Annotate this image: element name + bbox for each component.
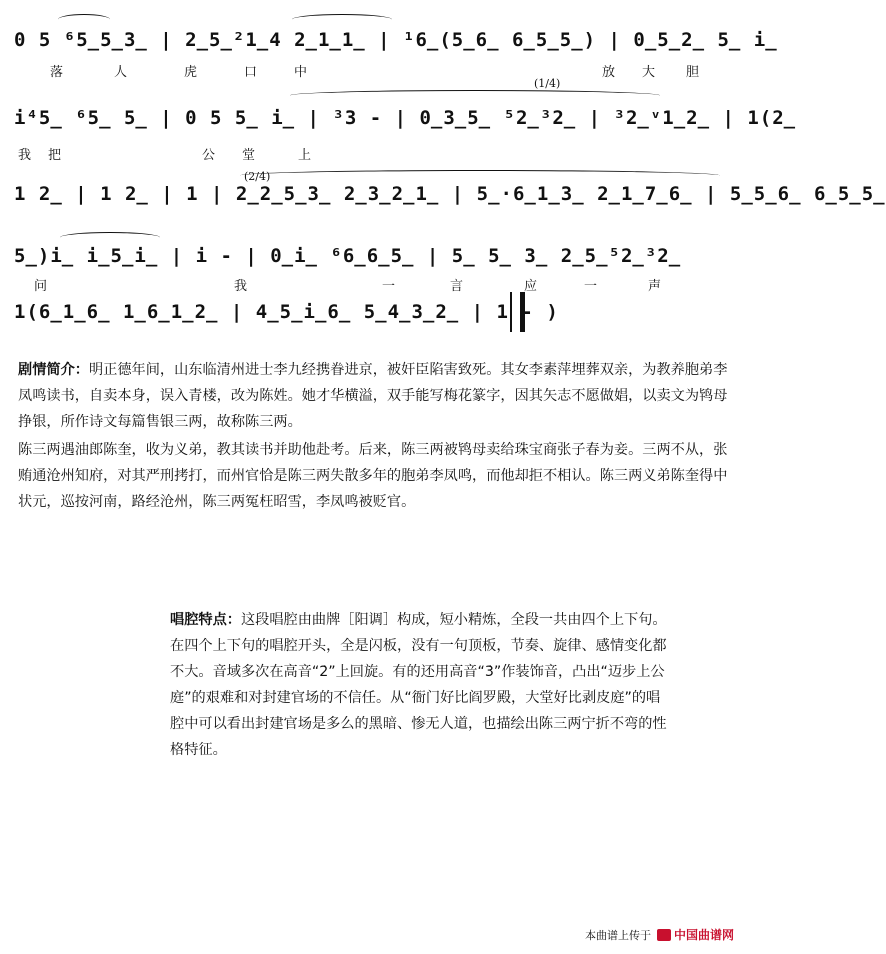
lyric: 一 (584, 279, 598, 294)
slur (290, 90, 660, 101)
lyrics-row-1 (14, 62, 736, 84)
score-row-5 (14, 292, 736, 332)
upload-text: 本曲谱上传于 (584, 928, 651, 942)
lyrics-row-2 (14, 145, 736, 167)
slur (60, 232, 160, 243)
jianpu-score (0, 0, 886, 330)
lyric: 人 (114, 65, 128, 80)
score-row-notes: i⁴5̲ ⁶5̲ 5̲ | 0 5 5̲ i̲ | ³3 - | 0̲3̲5̲ ⁵2̲³2̲ | ³2̲ᵛ1̲2̲ | 1(2̲ (14, 107, 797, 129)
synopsis-para-1 (18, 357, 730, 435)
lyric: 把 (48, 148, 62, 163)
score-row-1 (14, 20, 778, 60)
slur (292, 14, 392, 25)
lyric: 上 (298, 148, 312, 163)
synopsis-text-1: 明正德年间，山东临清州进士李九经携眷进京，被奸臣陷害致死。其女李素萍埋葬双亲，为教养胞弟李凤鸣读书，自卖本身，误入青楼，改为陈姓。她才华横溢，双手能写梅花篆字，因其矢志不愿做娼，以卖文为鸨母挣银，所作诗文每篇售银三两，故称陈三两。 (18, 362, 728, 430)
lyric: 我 (18, 148, 32, 163)
lyric: 落 (50, 65, 64, 80)
lyric: 公 (202, 148, 216, 163)
score-row-notes: 1 2̲ | 1 2̲ | 1 | 2̲2̲5̲3̲ 2̲3̲2̲1̲ | 5̲·6̲1̲3̲ 2̲1̲7̲6̲ | 5̲5̲6̲ 6̲5̲5̲ (14, 183, 886, 205)
score-row-notes: 5̲)i̲ i̲5̲i̲ | i - | 0̲i̲ ⁶6̲6̲5̲ | 5̲ 5̲ 3̲ 2̲5̲⁵2̲³2̲ (14, 245, 682, 267)
score-row-notes: 1(6̲1̲6̲ 1̲6̲1̲2̲ | 4̲5̲i̲6̲ 5̲4̲3̲2̲ | 1 - ) (14, 301, 559, 323)
time-signature: (1/4) (534, 77, 561, 90)
site-logo (657, 926, 734, 943)
synopsis-para-2 (18, 437, 730, 515)
site-name: 中国曲谱网 (673, 928, 734, 942)
final-barline (510, 292, 525, 332)
footer-credit (585, 926, 734, 943)
lyric: 一 (382, 279, 396, 294)
features-text: 这段唱腔由曲牌［阳调］构成，短小精炼，全段一共由四个上下句。在四个上下句的唱腔开头，全是闪板，没有一句顶板，节奏、旋律、感情变化都不大。音域多次在高音“2̇”上回旋。有的还用高音“3̇”作装饰音，凸出“迈步上公庭”的艰难和对封建官场的不信任。从“衙门好比阎罗殿，大堂好比剥皮庭”的唱腔中可以看出封建官场是多么的黑暗、惨无人道，也描绘出陈三两宁折不弯的性格特征。 (170, 612, 667, 758)
lyric: 应 (524, 279, 538, 294)
score-row-2 (14, 98, 797, 138)
slur (58, 14, 110, 25)
lyric: 堂 (242, 148, 256, 163)
lyric: 胆 (686, 65, 700, 80)
synopsis-label: 剧情简介： (18, 362, 89, 378)
lyric: 言 (450, 279, 464, 294)
lyric: 中 (294, 65, 308, 80)
synopsis-text-2: 陈三两遇油郎陈奎，收为义弟，教其读书并助他赴考。后来，陈三两被鸨母卖给珠宝商张子春为妾。三两不从，张贿通沧州知府，对其严刑拷打，而州官恰是陈三两失散多年的胞弟李凤鸣，而他却拒不相认。陈三两义弟陈奎得中状元，巡按河南，路经沧州，陈三两冤枉昭雪，李凤鸣被贬官。 (18, 442, 728, 510)
time-signature: (2/4) (244, 170, 271, 183)
lyric: 放 (602, 65, 616, 80)
score-row-notes: 0 5 ⁶5̲5̲3̲ | 2̲5̲²1̲4 2̲1̲1̲ | ¹6̲(5̲6̲ 6̲5̲5̲) | 0̲5̲2̲ 5̲ i̲ (14, 29, 778, 51)
lyric: 口 (244, 65, 258, 80)
singing-features-section (170, 607, 670, 763)
slur (240, 170, 720, 181)
lyric: 大 (642, 65, 656, 80)
logo-icon (657, 929, 671, 941)
lyric: 问 (34, 279, 48, 294)
synopsis-section (18, 357, 730, 517)
features-label: 唱腔特点： (170, 612, 241, 628)
lyric: 我 (234, 279, 248, 294)
lyric: 声 (648, 279, 662, 294)
lyric: 虎 (184, 65, 198, 80)
